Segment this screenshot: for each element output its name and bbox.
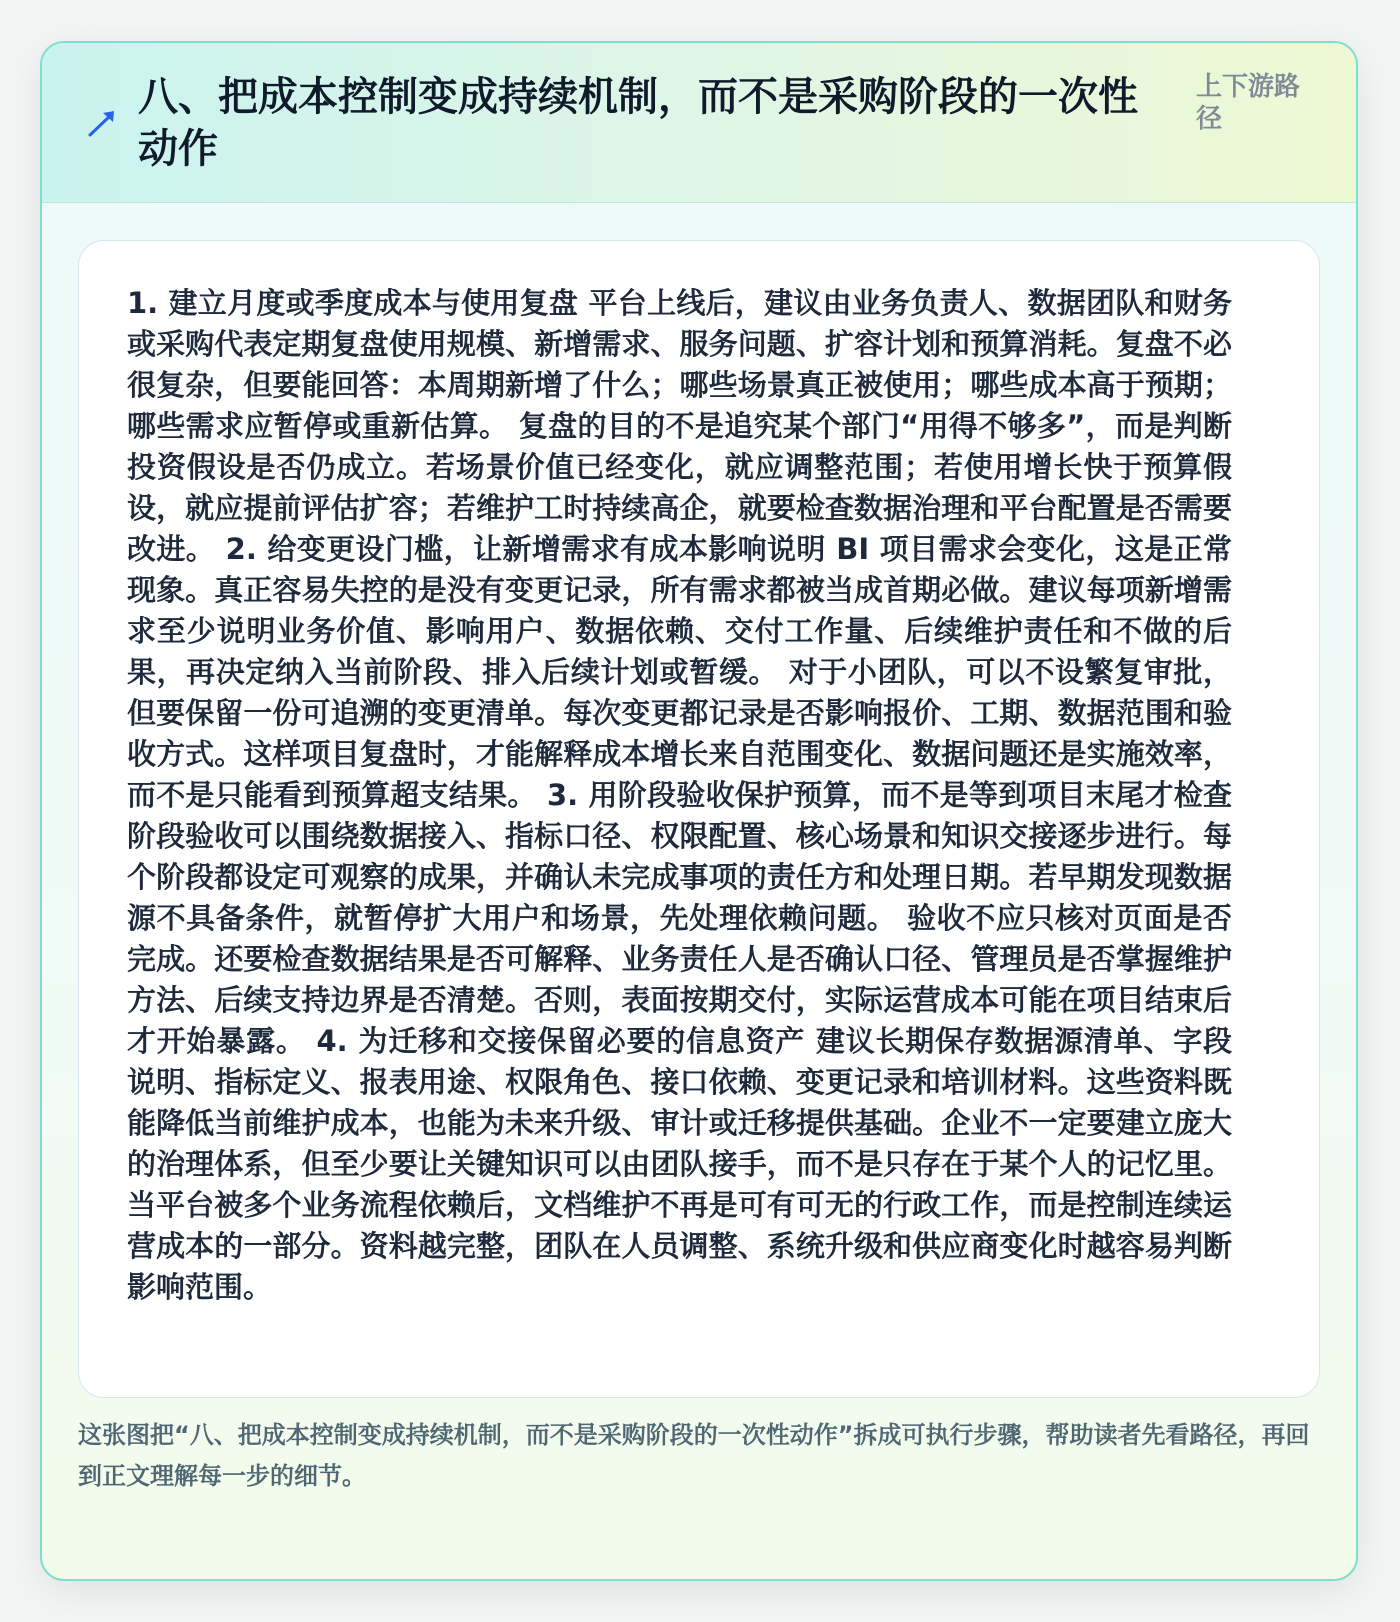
arrow-up-right-icon	[86, 107, 118, 139]
card-header	[42, 43, 1356, 203]
figure-caption: 这张图把“八、把成本控制变成持续机制，而不是采购阶段的一次性动作”拆成可执行步骤，帮助读者先看路径，再回到正文理解每一步的细节。	[78, 1421, 1310, 1490]
body-paragraph: 1. 建立月度或季度成本与使用复盘 平台上线后，建议由业务负责人、数据团队和财务或采购代表定期复盘使用规模、新增需求、服务问题、扩容计划和预算消耗。复盘不必很复杂，但要能回答：本周期新增了什么；哪些场景真正被使用；哪些成本高于预期；哪些需求应暂停或重新估算。 复盘的目的不是追究某个部门“用得不够多”，而是判断投资假设是否仍成立。若场景价值已经变化，就应调整范围；若使用增长快于预算假设，就应提前评估扩容；若维护工时持续高企，就要检查数据治理和平台配置是否需要改进。 2. 给变更设门槛，让新增需求有成本影响说明 BI 项目需求会变化，这是正常现象。真正容易失控的是没有变更记录，所有需求都被当成首期必做。建议每项新增需求至少说明业务价值、影响用户、数据依赖、交付工作量、后续维护责任和不做的后果，再决定纳入当前阶段、排入后续计划或暂缓。 对于小团队，可以不设繁复审批，但要保留一份可追溯的变更清单。每次变更都记录是否影响报价、工期、数据范围和验收方式。这样项目复盘时，才能解释成本增长来自范围变化、数据问题还是实施效率，而不是只能看到预算超支结果。 3. 用阶段验收保护预算，而不是等到项目末尾才检查 阶段验收可以围绕数据接入、指标口径、权限配置、核心场景和知识交接逐步进行。每个阶段都设定可观察的成果，并确认未完成事项的责任方和处理日期。若早期发现数据源不具备条件，就暂停扩大用户和场景，先处理依赖问题。 验收不应只核对页面是否完成。还要检查数据结果是否可解释、业务责任人是否确认口径、管理员是否掌握维护方法、后续支持边界是否清楚。否则，表面按期交付，实际运营成本可能在项目结束后才开始暴露。 4. 为迁移和交接保留必要的信息资产 建议长期保存数据源清单、字段说明、指标定义、报表用途、权限角色、接口依赖、变更记录和培训材料。这些资料既能降低当前维护成本，也能为未来升级、审计或迁移提供基础。企业不一定要建立庞大的治理体系，但至少要让关键知识可以由团队接手，而不是只存在于某个人的记忆里。 当平台被多个业务流程依赖后，文档维护不再是可有可无的行政工作，而是控制连续运营成本的一部分。资料越完整，团队在人员调整、系统升级和供应商变化时越容易判断影响范围。	[127, 286, 1232, 1304]
content-panel	[78, 240, 1320, 1398]
section-title: 八、把成本控制变成持续机制，而不是采购阶段的一次性动作	[138, 74, 1138, 172]
path-tag: 上下游路径	[1196, 72, 1301, 134]
article-card	[40, 41, 1358, 1581]
